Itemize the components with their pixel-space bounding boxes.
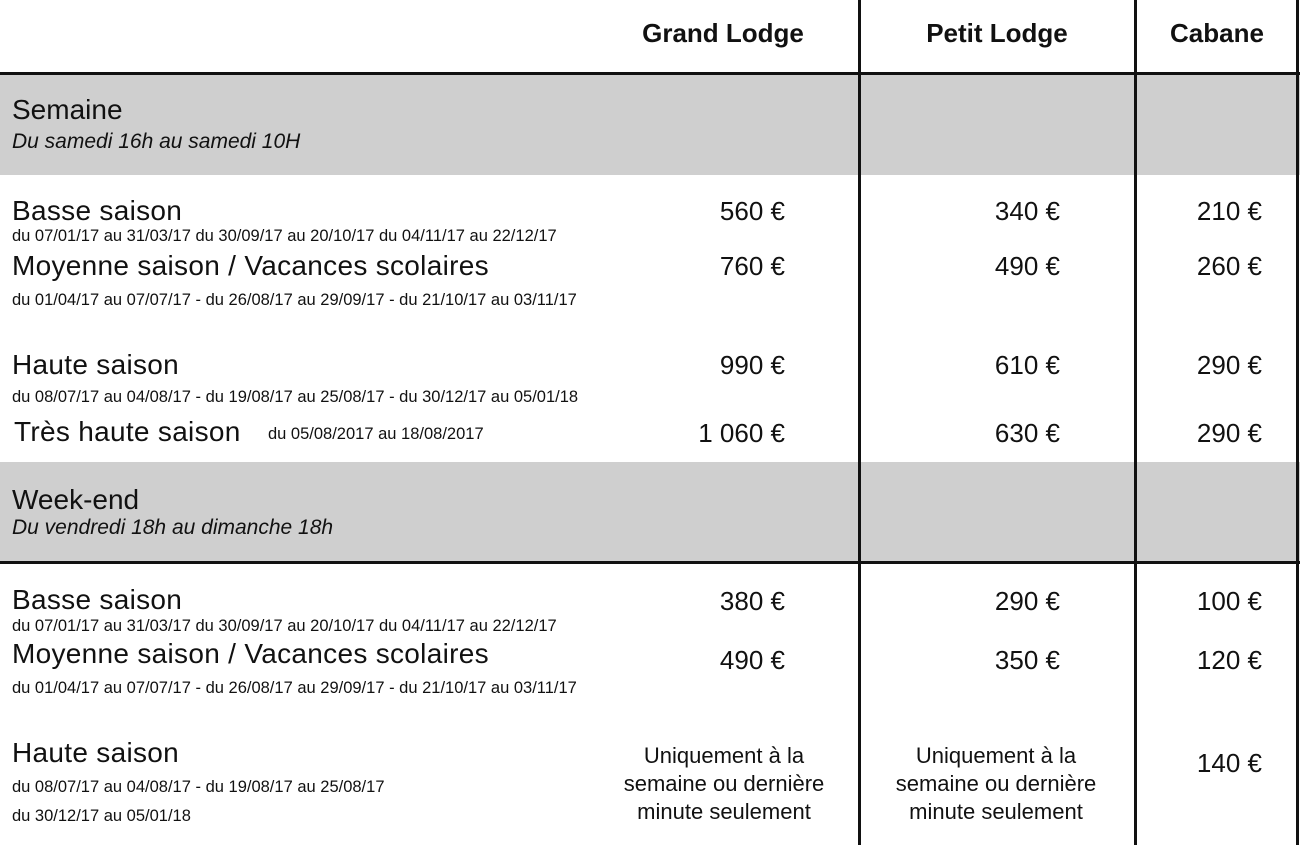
price-cabane: 210 € bbox=[1196, 196, 1262, 226]
price-grand-lodge: 490 € bbox=[719, 645, 785, 675]
price-cabane: 140 € bbox=[1196, 748, 1262, 778]
season-dates-line1: du 08/07/17 au 04/08/17 - du 19/08/17 au 25/08/17 bbox=[12, 778, 385, 796]
price-petit-lodge: 610 € bbox=[994, 350, 1060, 380]
season-dates: du 08/07/17 au 04/08/17 - du 19/08/17 au 25/08/17 - du 30/12/17 au 05/01/18 bbox=[12, 388, 579, 406]
price-grand-lodge: 380 € bbox=[719, 586, 785, 616]
price-grand-lodge: 1 060 € bbox=[698, 418, 785, 448]
column-divider-cabane bbox=[1134, 0, 1137, 845]
note-grand-lodge: Uniquement à la semaine ou dernière minute seulement bbox=[623, 743, 825, 824]
season-label: Moyenne saison / Vacances scolaires bbox=[12, 638, 489, 669]
column-divider-petit bbox=[858, 0, 861, 845]
note-petit-lodge: Uniquement à la semaine ou dernière minute seulement bbox=[895, 743, 1097, 824]
section-subtitle-semaine: Du samedi 16h au samedi 10H bbox=[12, 130, 301, 153]
season-dates: du 05/08/2017 au 18/08/2017 bbox=[268, 425, 484, 443]
price-grand-lodge: 990 € bbox=[719, 350, 785, 380]
price-petit-lodge: 340 € bbox=[994, 196, 1060, 226]
price-cabane: 100 € bbox=[1196, 586, 1262, 616]
right-border bbox=[1296, 0, 1299, 845]
weekend-band bbox=[0, 462, 1300, 562]
section-subtitle-weekend: Du vendredi 18h au dimanche 18h bbox=[12, 516, 334, 539]
weekend-divider bbox=[0, 561, 1300, 564]
season-label: Très haute saison bbox=[14, 416, 241, 447]
semaine-band bbox=[0, 75, 1300, 175]
season-dates-line2: du 30/12/17 au 05/01/18 bbox=[12, 807, 191, 825]
price-petit-lodge: 290 € bbox=[994, 586, 1060, 616]
price-grand-lodge: 760 € bbox=[719, 251, 785, 281]
season-dates: du 01/04/17 au 07/07/17 - du 26/08/17 au 29/09/17 - du 21/10/17 au 03/11/17 bbox=[12, 679, 577, 697]
price-cabane: 260 € bbox=[1196, 251, 1262, 281]
column-header-petit-lodge: Petit Lodge bbox=[926, 18, 1068, 48]
section-title-semaine: Semaine bbox=[12, 94, 123, 125]
price-cabane: 290 € bbox=[1196, 418, 1262, 448]
price-petit-lodge: 350 € bbox=[994, 645, 1060, 675]
price-petit-lodge: 490 € bbox=[994, 251, 1060, 281]
price-grand-lodge: 560 € bbox=[719, 196, 785, 226]
header-divider bbox=[0, 72, 1300, 75]
season-dates: du 07/01/17 au 31/03/17 du 30/09/17 au 20/10/17 du 04/11/17 au 22/12/17 bbox=[12, 227, 557, 245]
column-header-cabane: Cabane bbox=[1170, 18, 1264, 48]
season-label: Moyenne saison / Vacances scolaires bbox=[12, 250, 489, 281]
section-title-weekend: Week-end bbox=[12, 484, 140, 515]
price-cabane: 120 € bbox=[1196, 645, 1262, 675]
season-label: Basse saison bbox=[12, 584, 183, 615]
season-dates: du 07/01/17 au 31/03/17 du 30/09/17 au 20/10/17 du 04/11/17 au 22/12/17 bbox=[12, 617, 557, 635]
column-header-grand-lodge: Grand Lodge bbox=[642, 18, 804, 48]
season-label: Haute saison bbox=[12, 349, 180, 380]
season-label: Haute saison bbox=[12, 737, 180, 768]
season-dates: du 01/04/17 au 07/07/17 - du 26/08/17 au 29/09/17 - du 21/10/17 au 03/11/17 bbox=[12, 291, 577, 309]
price-petit-lodge: 630 € bbox=[994, 418, 1060, 448]
price-cabane: 290 € bbox=[1196, 350, 1262, 380]
season-label: Basse saison bbox=[12, 195, 183, 226]
